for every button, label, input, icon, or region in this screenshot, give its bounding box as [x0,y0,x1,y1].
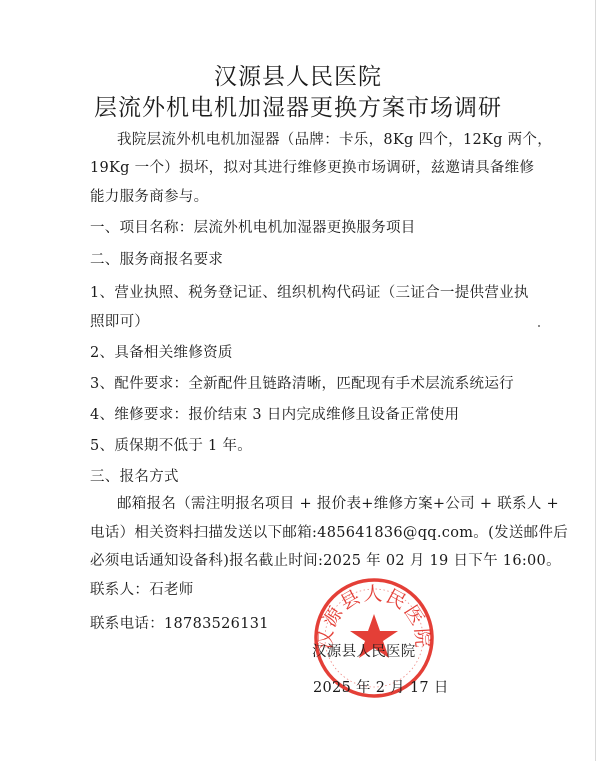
paragraph-line: 能力服务商参与。 [90,189,209,205]
signer-name: 汉源县人民医院 [312,644,416,660]
requirement-item-cont: 照即可） [90,314,150,330]
paragraph-line: 19Kg 一个）损坏，拟对其进行维修更换市场调研，兹邀请具备维修 [90,160,535,176]
section-heading-requirements: 二、服务商报名要求 [90,252,224,268]
requirement-item: 3、配件要求：全新配件且链路清晰，匹配现有手术层流系统运行 [90,376,514,392]
section-heading-signup: 三、报名方式 [90,469,179,485]
requirement-item: 5、质保期不低于 1 年。 [90,438,253,454]
paragraph-line: 我院层流外机电机加湿器（品牌：卡乐，8Kg 四个，12Kg 两个， [117,132,553,148]
document-title-line2: 层流外机电机加湿器更换方案市场调研 [94,95,502,121]
paragraph-line: 邮箱报名（需注明报名项目 + 报价表+维修方案+公司 + 联系人 + [117,496,559,512]
paragraph-line: 必须电话通知设备科)报名截止时间:2025 年 02 月 19 日下午 16:00。 [90,553,561,569]
seal-text: 汉源县人民医院 [314,583,434,651]
contact-person: 联系人：石老师 [90,582,194,598]
scan-speck [538,325,540,327]
requirement-item: 1、营业执照、税务登记证、组织机构代码证（三证合一提供营业执 [90,285,529,301]
section-heading-project: 一、项目名称：层流外机电机加湿器更换服务项目 [90,220,416,236]
contact-phone: 联系电话：18783526131 [90,616,269,632]
paragraph-line: 电话）相关资料扫描发送以下邮箱:485641836@qq.com。(发送邮件后 [90,525,569,541]
document-title-line1: 汉源县人民医院 [214,64,382,90]
signature-date: 2025 年 2 月 17 日 [313,680,449,696]
requirement-item: 4、维修要求：报价结束 3 日内完成维修且设备正常使用 [90,407,460,423]
requirement-item: 2、具备相关维修资质 [90,345,233,361]
